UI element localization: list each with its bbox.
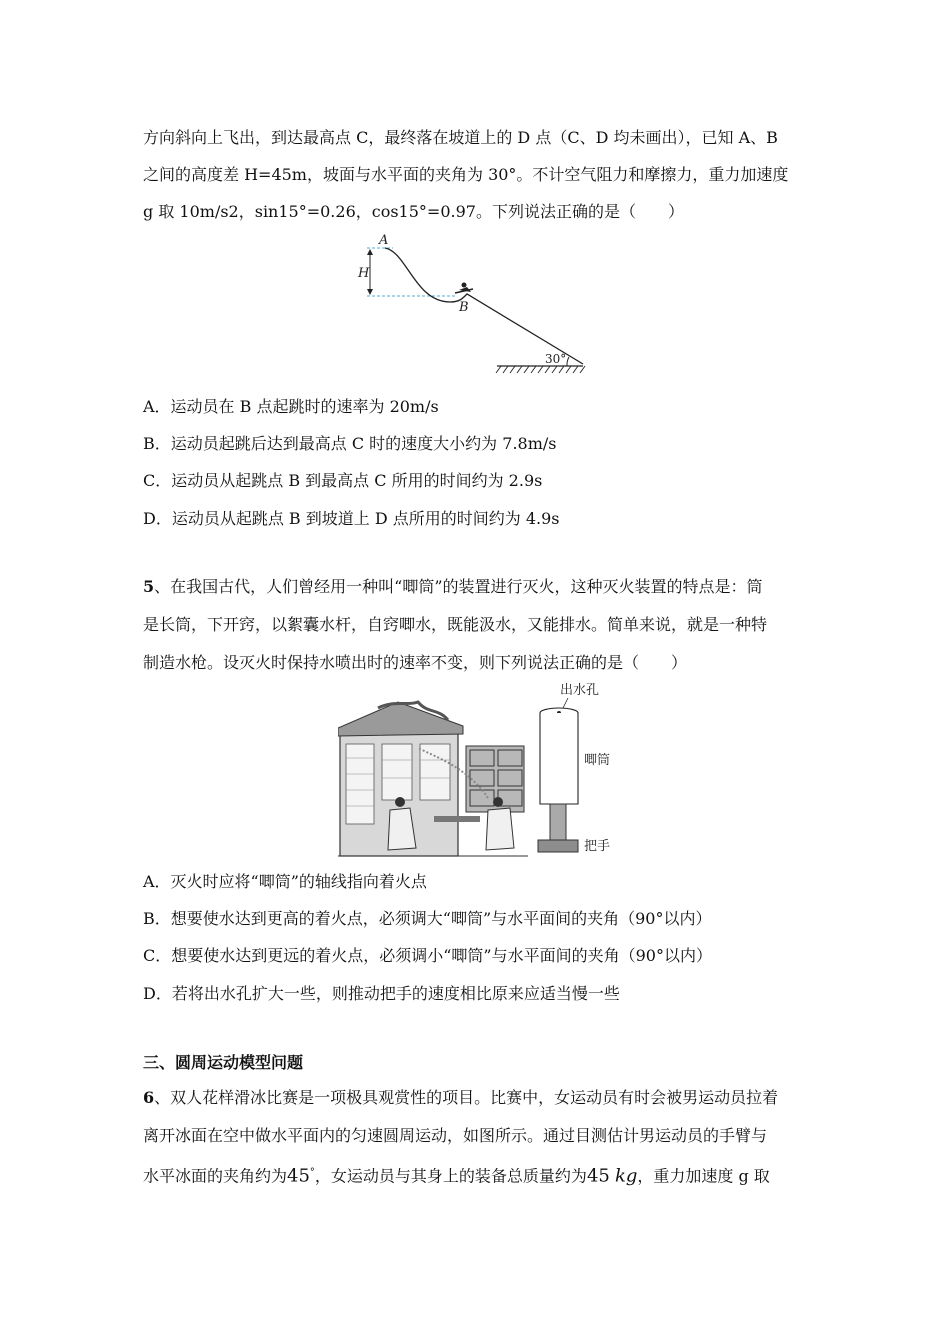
pump-tube-label: 唧筒 bbox=[584, 753, 611, 768]
pump-handle bbox=[538, 840, 578, 852]
firefighting-illustration bbox=[338, 698, 528, 858]
q4-stem-line-1: 方向斜向上飞出，到达最高点 C，最终落在坡道上的 D 点（C、D 均未画出），已知 A、B bbox=[143, 128, 778, 147]
q5-stem-line-1 bbox=[143, 576, 763, 598]
q6-line3-c: ，重力加速度 g 取 bbox=[637, 1166, 770, 1186]
height-arrow-head-up bbox=[367, 249, 373, 255]
q5-number: 5 bbox=[143, 577, 155, 596]
height-h-label: H bbox=[358, 266, 370, 281]
point-a-label: A bbox=[379, 233, 389, 248]
q5-option-d: D．若将出水孔扩大一些，则推动把手的速度相比原来应适当慢一些 bbox=[143, 984, 620, 1003]
q5-stem-line-2: 是长筒，下开窍，以絮囊水杆，自窍唧水，既能汲水，又能排水。简单来说，就是一种特 bbox=[143, 615, 768, 634]
height-arrow-head-down bbox=[367, 289, 373, 295]
q6-stem-line-3 bbox=[143, 1162, 770, 1187]
outlet-hole-label: 出水孔 bbox=[560, 683, 600, 698]
angle-30-label: 30° bbox=[545, 352, 567, 366]
point-b-label: B bbox=[459, 300, 469, 315]
table bbox=[434, 816, 480, 822]
q6-stem-line-2: 离开冰面在空中做水平面内的匀速圆周运动，如图所示。通过目测估计男运动员的手臂与 bbox=[143, 1126, 768, 1145]
slope-curve bbox=[385, 248, 583, 364]
pump-cylinder bbox=[540, 713, 578, 804]
q4-stem-line-3: g 取 10m/s2，sin15°=0.26，cos15°=0.97。下列说法正确的是（ ） bbox=[143, 202, 684, 221]
angle-arc bbox=[567, 357, 569, 366]
q6-stem-first-rest: 、双人花样滑冰比赛是一项极具观赏性的项目。比赛中，女运动员有时会被男运动员拉着 bbox=[154, 1088, 779, 1107]
q6-line3-a: 水平冰面的夹角约为 bbox=[143, 1166, 288, 1186]
q5-option-b: B．想要使水达到更高的着火点，必须调大“唧筒”与水平面间的夹角（90°以内） bbox=[143, 909, 712, 928]
q4-option-a: A．运动员在 B 点起跳时的速率为 20m/s bbox=[143, 397, 439, 416]
q6-line3-b: ，女运动员与其身上的装备总质量约为 bbox=[314, 1166, 587, 1186]
handle-label: 把手 bbox=[584, 839, 611, 854]
q5-stem-line-3: 制造水枪。设灭火时保持水喷出时的速率不变，则下列说法正确的是（ ） bbox=[143, 653, 688, 672]
q6-stem-line-1 bbox=[143, 1087, 778, 1109]
ski-slope-figure bbox=[355, 232, 595, 377]
q6-mass-unit: kg bbox=[614, 1165, 638, 1187]
skier-icon bbox=[455, 283, 473, 294]
q5-option-c: C．想要使水达到更远的着火点，必须调小“唧筒”与水平面间的夹角（90°以内） bbox=[143, 946, 712, 965]
q4-option-d: D．运动员从起跳点 B 到坡道上 D 点所用的时间约为 4.9s bbox=[143, 509, 560, 528]
q5-stem-first-rest: 、在我国古代，人们曾经用一种叫“唧筒”的装置进行灭火，这种灭火装置的特点是：筒 bbox=[154, 577, 763, 596]
q4-stem-line-2: 之间的高度差 H=45m，坡面与水平面的夹角为 30°。不计空气阻力和摩擦力，重力加速度 bbox=[143, 165, 789, 184]
q5-option-a: A．灭火时应将“唧筒”的轴线指向着火点 bbox=[143, 872, 427, 891]
q6-angle-value: 45 bbox=[287, 1165, 310, 1187]
q4-option-c: C．运动员从起跳点 B 到最高点 C 所用的时间约为 2.9s bbox=[143, 471, 543, 490]
pump-diagram bbox=[530, 680, 650, 860]
q6-mass-value: 45 bbox=[586, 1165, 610, 1187]
pump-rod bbox=[550, 804, 566, 840]
ground-hatching bbox=[496, 366, 585, 373]
q4-option-b: B．运动员起跳后达到最高点 C 时的速度大小约为 7.8m/s bbox=[143, 434, 557, 453]
section-heading: 三、圆周运动模型问题 bbox=[143, 1053, 304, 1072]
q6-number: 6 bbox=[143, 1088, 155, 1107]
q6-angle-unit: ° bbox=[309, 1167, 315, 1178]
